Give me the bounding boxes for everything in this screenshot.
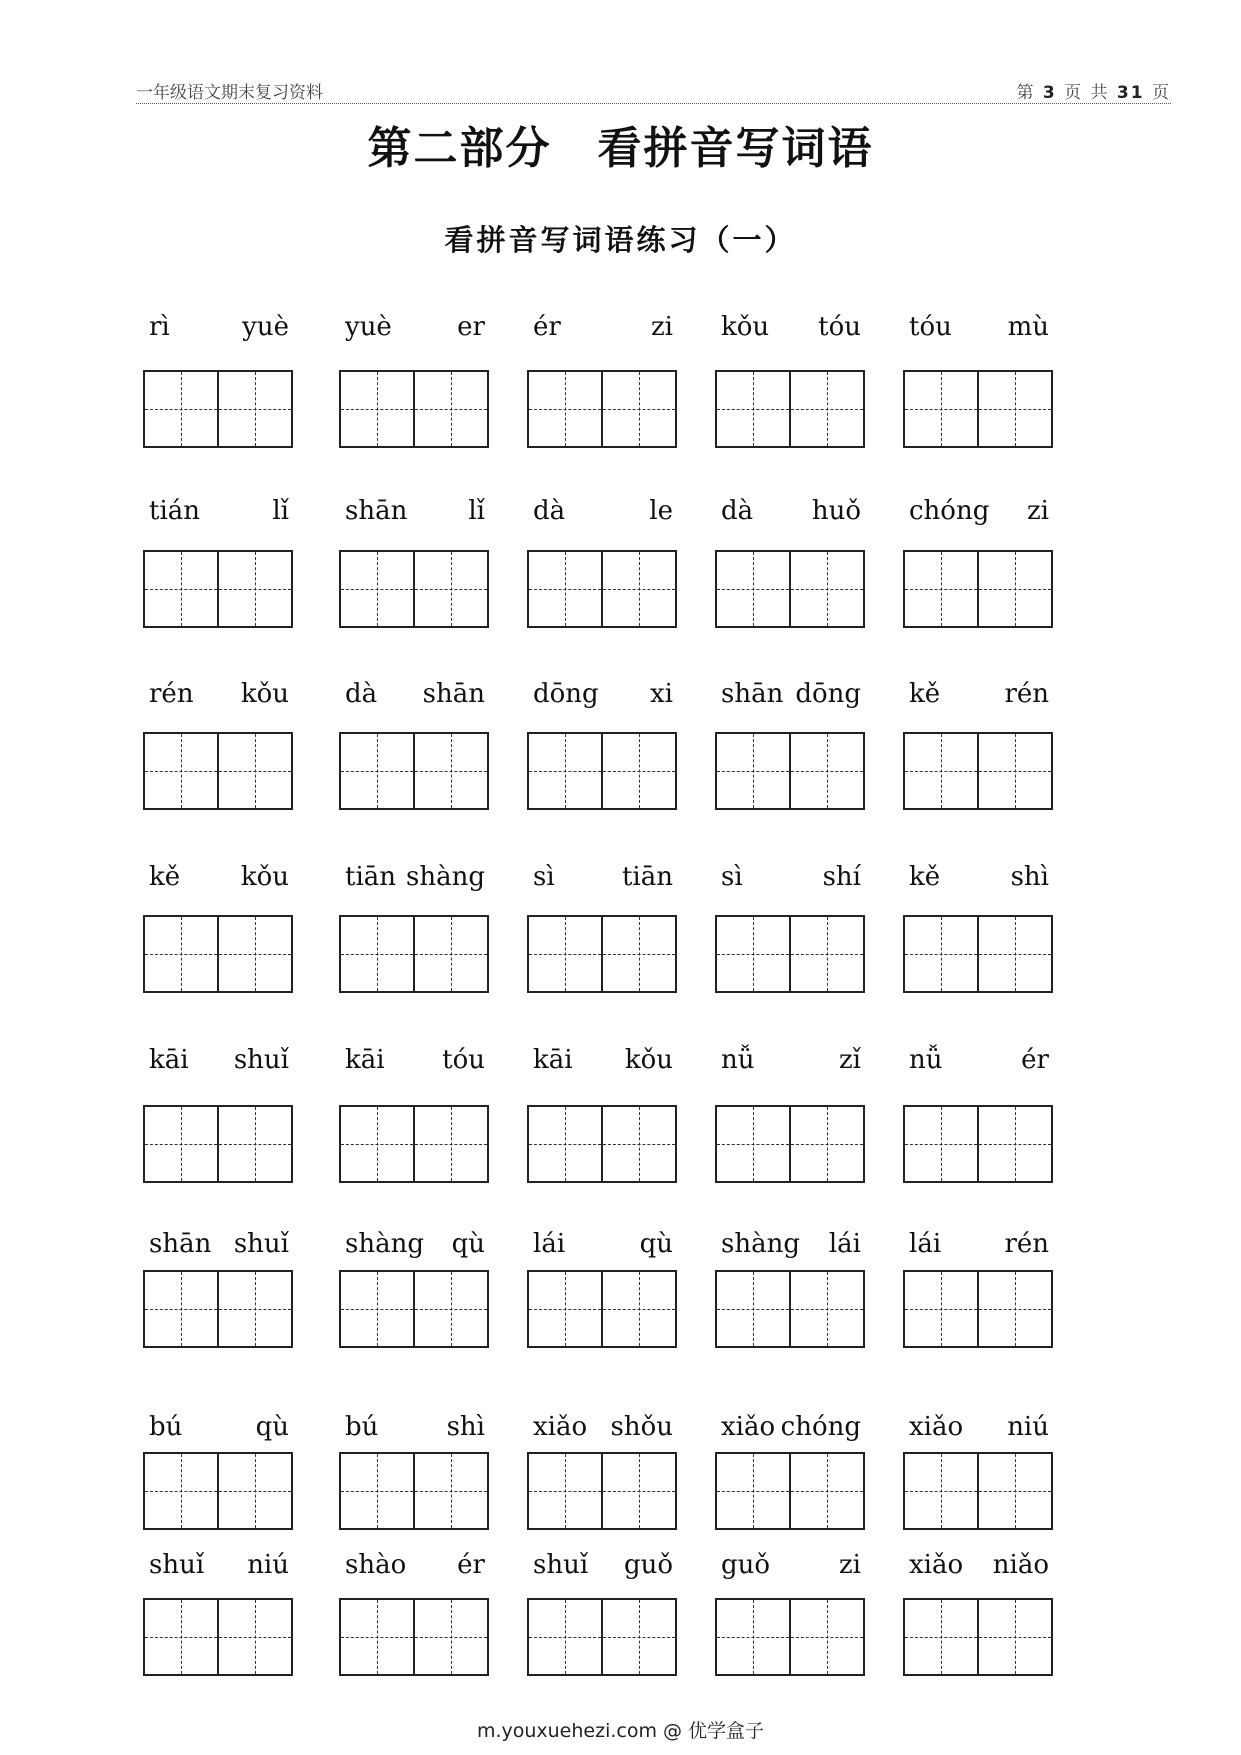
- pinyin-syllable: nǚ: [909, 1045, 943, 1075]
- writing-boxes: [715, 1270, 865, 1348]
- pinyin-label: [903, 1408, 1055, 1442]
- pinyin-label: [143, 1546, 295, 1580]
- tianzige-cell[interactable]: [717, 552, 789, 626]
- pinyin-label: [143, 1408, 295, 1442]
- tianzige-cell[interactable]: [977, 372, 1051, 446]
- pinyin-syllable: lái: [828, 1229, 861, 1259]
- pinyin-syllable: dà: [721, 496, 754, 526]
- pinyin-syllable: chóng: [909, 496, 990, 526]
- tianzige-cell[interactable]: [601, 1107, 675, 1181]
- pinyin-syllable: shān: [721, 679, 784, 709]
- pinyin-syllable: tóu: [909, 312, 952, 342]
- pinyin-label: [527, 1225, 679, 1259]
- writing-boxes: [527, 550, 677, 628]
- tianzige-cell[interactable]: [601, 734, 675, 808]
- pinyin-syllable: nǚ: [721, 1045, 755, 1075]
- tianzige-cell[interactable]: [977, 552, 1051, 626]
- tianzige-cell[interactable]: [905, 552, 977, 626]
- pinyin-label: [339, 492, 491, 526]
- writing-boxes: [715, 732, 865, 810]
- writing-boxes: [143, 370, 293, 448]
- tianzige-cell[interactable]: [217, 372, 291, 446]
- pinyin-syllable: ér: [1021, 1045, 1049, 1075]
- page-prefix: 第: [1016, 83, 1036, 103]
- pinyin-label: [903, 1546, 1055, 1580]
- tianzige-cell[interactable]: [217, 552, 291, 626]
- page-title: 第二部分 看拼音写词语: [367, 123, 874, 174]
- pinyin-label: [715, 1041, 867, 1075]
- pinyin-syllable: niú: [247, 1550, 289, 1580]
- tianzige-cell[interactable]: [413, 1454, 487, 1528]
- tianzige-cell[interactable]: [977, 734, 1051, 808]
- tianzige-cell[interactable]: [217, 1107, 291, 1181]
- tianzige-cell[interactable]: [529, 372, 601, 446]
- tianzige-cell[interactable]: [341, 552, 413, 626]
- pinyin-syllable: shì: [1010, 862, 1049, 892]
- tianzige-cell[interactable]: [145, 552, 217, 626]
- pinyin-syllable: shàng: [721, 1229, 800, 1259]
- writing-boxes: [339, 1598, 489, 1676]
- pinyin-label: [339, 858, 491, 892]
- pinyin-syllable: shàng: [406, 862, 485, 892]
- pinyin-syllable: kǒu: [240, 679, 289, 709]
- tianzige-cell[interactable]: [601, 1454, 675, 1528]
- tianzige-cell[interactable]: [145, 1107, 217, 1181]
- tianzige-cell[interactable]: [217, 1272, 291, 1346]
- writing-boxes: [903, 370, 1053, 448]
- pinyin-syllable: shuǐ: [233, 1229, 289, 1259]
- pinyin-syllable: shuǐ: [233, 1045, 289, 1075]
- pinyin-syllable: shān: [422, 679, 485, 709]
- pinyin-syllable: kǒu: [624, 1045, 673, 1075]
- pinyin-label: [143, 308, 295, 342]
- pinyin-syllable: lǐ: [272, 496, 289, 526]
- writing-boxes: [527, 915, 677, 993]
- pinyin-syllable: bú: [345, 1412, 379, 1442]
- pinyin-label: [527, 675, 679, 709]
- pinyin-syllable: zi: [1026, 496, 1049, 526]
- tianzige-cell[interactable]: [341, 372, 413, 446]
- tianzige-cell[interactable]: [217, 734, 291, 808]
- pinyin-syllable: rén: [1004, 679, 1049, 709]
- writing-boxes: [715, 370, 865, 448]
- writing-boxes: [143, 550, 293, 628]
- tianzige-cell[interactable]: [217, 1600, 291, 1674]
- writing-boxes: [903, 915, 1053, 993]
- writing-boxes: [903, 1105, 1053, 1183]
- tianzige-cell[interactable]: [145, 1600, 217, 1674]
- page-suffix: 页: [1152, 83, 1171, 103]
- pinyin-syllable: yuè: [345, 312, 392, 342]
- pinyin-syllable: guǒ: [721, 1550, 771, 1580]
- tianzige-cell[interactable]: [217, 917, 291, 991]
- pinyin-syllable: le: [649, 496, 673, 526]
- pinyin-syllable: rì: [149, 312, 170, 342]
- pinyin-syllable: xiǎo: [909, 1550, 964, 1580]
- writing-boxes: [903, 550, 1053, 628]
- pinyin-label: [715, 492, 867, 526]
- pinyin-syllable: kǒu: [721, 312, 770, 342]
- tianzige-cell[interactable]: [789, 1272, 863, 1346]
- tianzige-cell[interactable]: [145, 1272, 217, 1346]
- tianzige-cell[interactable]: [529, 1107, 601, 1181]
- pinyin-syllable: huǒ: [811, 496, 861, 526]
- tianzige-cell[interactable]: [789, 734, 863, 808]
- writing-boxes: [143, 1452, 293, 1530]
- tianzige-cell[interactable]: [905, 917, 977, 991]
- tianzige-cell[interactable]: [341, 1600, 413, 1674]
- writing-boxes: [339, 370, 489, 448]
- pinyin-syllable: mù: [1007, 312, 1049, 342]
- pinyin-syllable: guǒ: [623, 1550, 673, 1580]
- tianzige-cell[interactable]: [601, 552, 675, 626]
- pinyin-syllable: dà: [533, 496, 566, 526]
- pinyin-syllable: xiǎo: [533, 1412, 588, 1442]
- pinyin-syllable: kāi: [149, 1045, 189, 1075]
- pinyin-syllable: niǎo: [992, 1550, 1049, 1580]
- footer-watermark: m.youxuehezi.com @ 优学盒子: [476, 1720, 765, 1742]
- writing-boxes: [527, 732, 677, 810]
- pinyin-label: [527, 1546, 679, 1580]
- pinyin-syllable: xiǎo: [909, 1412, 964, 1442]
- writing-boxes: [527, 1598, 677, 1676]
- tianzige-cell[interactable]: [905, 734, 977, 808]
- tianzige-cell[interactable]: [413, 1600, 487, 1674]
- pinyin-syllable: kāi: [345, 1045, 385, 1075]
- pinyin-syllable: ér: [533, 312, 561, 342]
- tianzige-cell[interactable]: [789, 1107, 863, 1181]
- page-mid: 页 共: [1064, 83, 1110, 103]
- writing-boxes: [143, 732, 293, 810]
- pinyin-syllable: rén: [1004, 1229, 1049, 1259]
- tianzige-cell[interactable]: [529, 552, 601, 626]
- pinyin-label: [715, 1408, 867, 1442]
- pinyin-syllable: chóng: [780, 1412, 861, 1442]
- pinyin-label: [527, 858, 679, 892]
- pinyin-syllable: zi: [650, 312, 673, 342]
- tianzige-cell[interactable]: [717, 1600, 789, 1674]
- tianzige-cell[interactable]: [717, 1454, 789, 1528]
- tianzige-cell[interactable]: [977, 1600, 1051, 1674]
- pinyin-syllable: tiān: [621, 862, 673, 892]
- pinyin-label: [527, 1041, 679, 1075]
- pinyin-syllable: bú: [149, 1412, 183, 1442]
- pinyin-syllable: tiān: [345, 862, 397, 892]
- writing-boxes: [715, 1598, 865, 1676]
- tianzige-cell[interactable]: [217, 1454, 291, 1528]
- pinyin-syllable: lái: [909, 1229, 942, 1259]
- pinyin-syllable: niú: [1007, 1412, 1049, 1442]
- tianzige-cell[interactable]: [977, 1454, 1051, 1528]
- tianzige-cell[interactable]: [341, 1454, 413, 1528]
- pinyin-syllable: sì: [721, 862, 743, 892]
- pinyin-syllable: dōng: [533, 679, 599, 709]
- writing-boxes: [715, 1105, 865, 1183]
- tianzige-cell[interactable]: [905, 372, 977, 446]
- pinyin-syllable: shān: [345, 496, 408, 526]
- tianzige-cell[interactable]: [145, 734, 217, 808]
- writing-boxes: [527, 1452, 677, 1530]
- pinyin-label: [143, 675, 295, 709]
- tianzige-cell[interactable]: [977, 917, 1051, 991]
- tianzige-cell[interactable]: [977, 1272, 1051, 1346]
- pinyin-syllable: kǒu: [240, 862, 289, 892]
- tianzige-cell[interactable]: [529, 1272, 601, 1346]
- pinyin-label: [527, 308, 679, 342]
- pinyin-syllable: kě: [149, 862, 181, 892]
- pinyin-syllable: zi: [838, 1550, 861, 1580]
- pinyin-syllable: sì: [533, 862, 555, 892]
- pinyin-label: [339, 1225, 491, 1259]
- pinyin-label: [527, 492, 679, 526]
- tianzige-cell[interactable]: [413, 1107, 487, 1181]
- pinyin-syllable: kāi: [533, 1045, 573, 1075]
- tianzige-cell[interactable]: [601, 917, 675, 991]
- writing-boxes: [903, 1598, 1053, 1676]
- tianzige-cell[interactable]: [601, 1272, 675, 1346]
- writing-boxes: [339, 1105, 489, 1183]
- writing-boxes: [143, 1105, 293, 1183]
- tianzige-cell[interactable]: [717, 1272, 789, 1346]
- pinyin-syllable: rén: [149, 679, 194, 709]
- pinyin-label: [339, 1408, 491, 1442]
- pinyin-label: [903, 492, 1055, 526]
- tianzige-cell[interactable]: [529, 1454, 601, 1528]
- tianzige-cell[interactable]: [413, 1272, 487, 1346]
- writing-boxes: [903, 1452, 1053, 1530]
- pinyin-syllable: shuǐ: [149, 1550, 205, 1580]
- writing-boxes: [715, 1452, 865, 1530]
- pinyin-label: [143, 1041, 295, 1075]
- tianzige-cell[interactable]: [413, 552, 487, 626]
- pinyin-syllable: tóu: [442, 1045, 485, 1075]
- tianzige-cell[interactable]: [905, 1107, 977, 1181]
- pinyin-syllable: lái: [533, 1229, 566, 1259]
- pinyin-label: [903, 675, 1055, 709]
- tianzige-cell[interactable]: [789, 917, 863, 991]
- pinyin-label: [715, 858, 867, 892]
- tianzige-cell[interactable]: [341, 1272, 413, 1346]
- tianzige-cell[interactable]: [529, 734, 601, 808]
- pinyin-syllable: tóu: [818, 312, 861, 342]
- pinyin-syllable: qù: [255, 1412, 289, 1442]
- tianzige-cell[interactable]: [145, 372, 217, 446]
- pinyin-syllable: shǒu: [610, 1412, 673, 1442]
- pinyin-label: [715, 675, 867, 709]
- page-current: 3: [1042, 83, 1057, 103]
- writing-boxes: [903, 1270, 1053, 1348]
- tianzige-cell[interactable]: [977, 1107, 1051, 1181]
- pinyin-label: [339, 1546, 491, 1580]
- tianzige-cell[interactable]: [341, 1107, 413, 1181]
- tianzige-cell[interactable]: [601, 372, 675, 446]
- section-title: 看拼音写词语练习（一）: [444, 223, 797, 257]
- writing-boxes: [715, 915, 865, 993]
- tianzige-cell[interactable]: [145, 917, 217, 991]
- tianzige-cell[interactable]: [789, 552, 863, 626]
- tianzige-cell[interactable]: [905, 1600, 977, 1674]
- pinyin-syllable: er: [457, 312, 485, 342]
- pinyin-syllable: qù: [451, 1229, 485, 1259]
- tianzige-cell[interactable]: [789, 1454, 863, 1528]
- writing-boxes: [527, 1270, 677, 1348]
- pinyin-label: [339, 308, 491, 342]
- pinyin-syllable: shān: [149, 1229, 212, 1259]
- pinyin-syllable: dōng: [795, 679, 861, 709]
- pinyin-syllable: kě: [909, 862, 941, 892]
- pinyin-label: [903, 308, 1055, 342]
- tianzige-cell[interactable]: [601, 1600, 675, 1674]
- pinyin-label: [143, 1225, 295, 1259]
- pinyin-syllable: shì: [446, 1412, 485, 1442]
- writing-boxes: [527, 370, 677, 448]
- tianzige-cell[interactable]: [717, 917, 789, 991]
- pinyin-syllable: yuè: [242, 312, 289, 342]
- pinyin-syllable: shào: [345, 1550, 407, 1580]
- tianzige-cell[interactable]: [413, 734, 487, 808]
- tianzige-cell[interactable]: [717, 1107, 789, 1181]
- writing-boxes: [143, 1598, 293, 1676]
- writing-boxes: [715, 550, 865, 628]
- pinyin-syllable: shàng: [345, 1229, 424, 1259]
- pinyin-label: [903, 1041, 1055, 1075]
- pinyin-syllable: tián: [149, 496, 201, 526]
- pinyin-label: [903, 1225, 1055, 1259]
- pinyin-label: [715, 1546, 867, 1580]
- writing-boxes: [143, 1270, 293, 1348]
- tianzige-cell[interactable]: [717, 372, 789, 446]
- tianzige-cell[interactable]: [145, 1454, 217, 1528]
- tianzige-cell[interactable]: [529, 1600, 601, 1674]
- pinyin-syllable: shí: [822, 862, 861, 892]
- pinyin-label: [715, 308, 867, 342]
- pinyin-syllable: shuǐ: [533, 1550, 589, 1580]
- pinyin-syllable: ér: [457, 1550, 485, 1580]
- pinyin-syllable: xiǎo: [721, 1412, 776, 1442]
- tianzige-cell[interactable]: [789, 1600, 863, 1674]
- tianzige-cell[interactable]: [341, 734, 413, 808]
- pinyin-syllable: lǐ: [468, 496, 485, 526]
- pinyin-label: [143, 492, 295, 526]
- writing-boxes: [339, 915, 489, 993]
- tianzige-cell[interactable]: [905, 1272, 977, 1346]
- pinyin-syllable: qù: [639, 1229, 673, 1259]
- writing-boxes: [339, 550, 489, 628]
- pinyin-syllable: dà: [345, 679, 378, 709]
- tianzige-cell[interactable]: [789, 372, 863, 446]
- page-total: 31: [1116, 83, 1145, 103]
- tianzige-cell[interactable]: [413, 372, 487, 446]
- writing-boxes: [339, 1452, 489, 1530]
- writing-boxes: [143, 915, 293, 993]
- pinyin-label: [715, 1225, 867, 1259]
- writing-boxes: [339, 1270, 489, 1348]
- tianzige-cell[interactable]: [341, 917, 413, 991]
- tianzige-cell[interactable]: [717, 734, 789, 808]
- pinyin-syllable: xi: [650, 679, 673, 709]
- tianzige-cell[interactable]: [413, 917, 487, 991]
- pinyin-label: [903, 858, 1055, 892]
- pinyin-syllable: zǐ: [838, 1045, 861, 1075]
- pinyin-syllable: kě: [909, 679, 941, 709]
- pinyin-label: [339, 1041, 491, 1075]
- pinyin-label: [143, 858, 295, 892]
- header-doc-title: 一年级语文期末复习资料: [136, 83, 323, 103]
- writing-boxes: [339, 732, 489, 810]
- pinyin-label: [527, 1408, 679, 1442]
- writing-boxes: [903, 732, 1053, 810]
- writing-boxes: [527, 1105, 677, 1183]
- pinyin-label: [339, 675, 491, 709]
- tianzige-cell[interactable]: [905, 1454, 977, 1528]
- tianzige-cell[interactable]: [529, 917, 601, 991]
